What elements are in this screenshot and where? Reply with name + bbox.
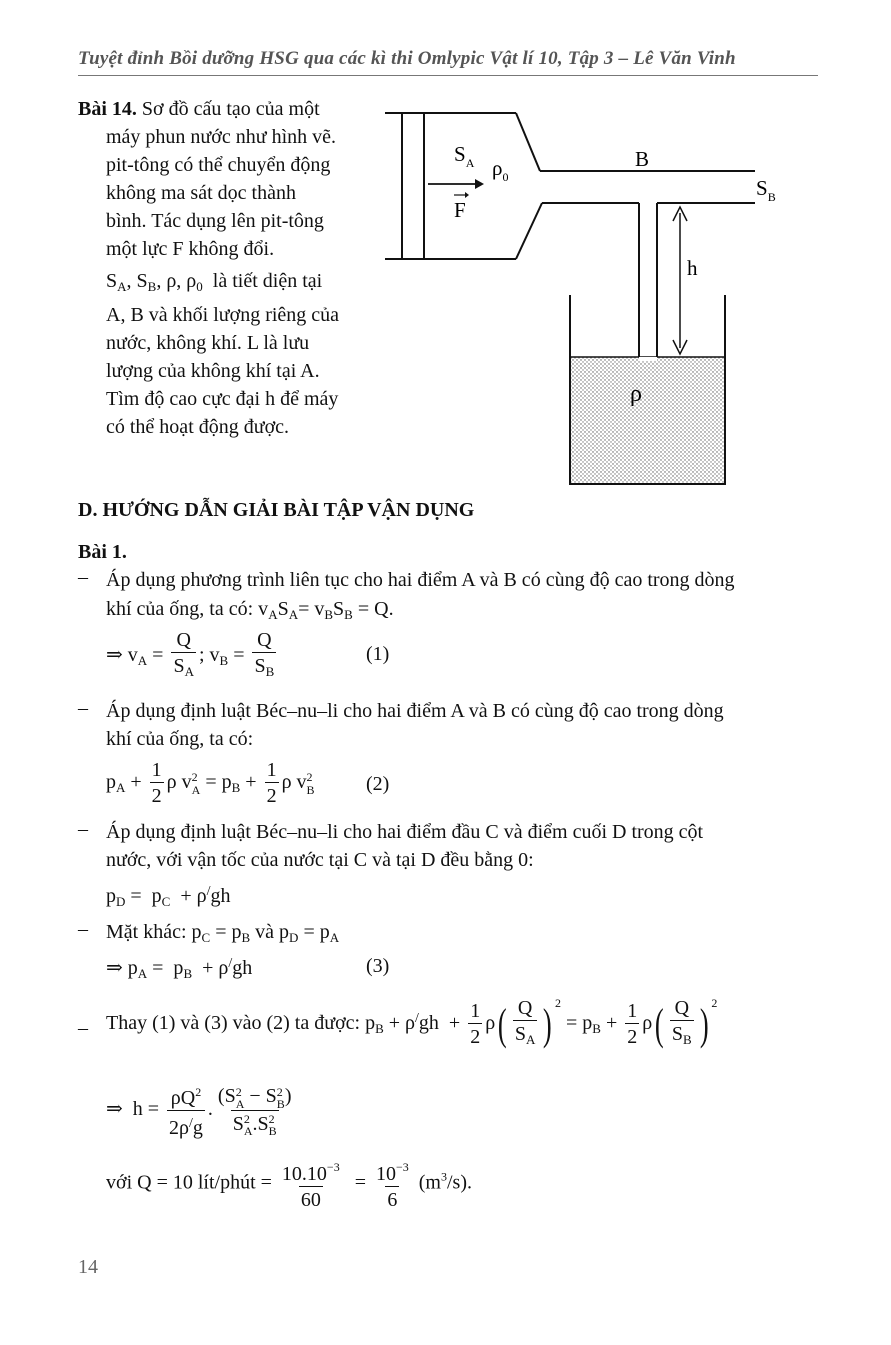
equation-2-number: (2) — [366, 773, 390, 795]
solution-label: Bài 1. — [78, 541, 127, 563]
step3-line2: nước, với vận tốc của nước tại C và tại D đều bằng 0: — [106, 849, 534, 871]
equation-h: ⇒ h = $\frac{\rho Q^2}{2\rho^/g}$ . (S 2 A − S 2 B ) S 2 A .S 2 B — [106, 1084, 292, 1139]
bullet-dash: – — [78, 697, 88, 719]
problem-line: máy phun nước như hình vẽ. — [106, 126, 336, 148]
nozzle-top — [516, 113, 540, 171]
bullet-dash: – — [78, 1017, 88, 1039]
step1-line1: Áp dụng phương trình liên tục cho hai điểm A và B có cùng độ cao trong dòng — [106, 569, 735, 591]
problem-text — [78, 95, 350, 441]
step3-line1: Áp dụng định luật Béc–nu–li cho hai điểm đầu C và điểm cuối D trong cột — [106, 821, 704, 843]
label-F: F — [454, 198, 466, 222]
problem-label: Bài 14. — [78, 98, 137, 120]
label-SB: $S_B$ — [756, 176, 776, 204]
label-h: h — [687, 256, 698, 280]
pipe-gap — [639, 357, 657, 361]
nozzle-bottom — [516, 203, 542, 259]
equation-substitution: Thay (1) và (3) vào (2) ta được: $p_B + \rho^/gh$ + $\frac{1}{2}$ ρ( $\frac{Q}{S_A}$ ) $^2 = p_B$ + $\frac{1}{2}$ ρ( $\frac{Q}{S_B}$ ) $^2$ — [106, 996, 717, 1053]
section-title: D. HƯỚNG DẪN GIẢI BÀI TẬP VẬN DỤNG — [78, 499, 475, 521]
force-arrowhead — [475, 179, 484, 189]
equation-q: với Q = 10 lít/phút = $\frac{10.10^{-3}}{60}$ = $\frac{10^{-3}}{6}$ $(m^3/s)$. — [106, 1160, 472, 1211]
label-F-vector-head — [465, 192, 469, 198]
problem-line: A, B và khối lượng riêng của — [106, 304, 340, 326]
bullet-dash: – — [78, 918, 88, 940]
problem-line: bình. Tác dụng lên pit-tông — [106, 210, 324, 232]
equation-3-number: (3) — [366, 955, 390, 977]
step1-line2: khí của ống, ta có: $v_AS_A= v_BS_B = Q$. — [106, 598, 394, 622]
problem-line: nước, không khí. L là lưu — [106, 332, 310, 354]
problem-line: lượng của không khí tại A. — [106, 360, 320, 382]
sprayer-diagram — [380, 95, 780, 495]
label-rho0: $\rho_0$ — [492, 156, 509, 184]
bullet-dash: – — [78, 566, 88, 588]
label-B: B — [635, 147, 650, 171]
label-SA: $S_A$ — [454, 142, 475, 170]
problem-line: một lực F không đổi. — [106, 238, 275, 260]
running-header: Tuyệt đỉnh Bồi dưỡng HSG qua các kì thi Omlypic Vật lí 10, Tập 3 – Lê Văn Vinh — [78, 48, 736, 69]
equation-1-number: (1) — [366, 643, 390, 665]
step2-line1: Áp dụng định luật Béc–nu–li cho hai điểm A và B có cùng độ cao trong dòng — [106, 700, 724, 722]
problem-line: Sơ đồ cấu tạo của một — [141, 98, 320, 120]
header-rule — [78, 75, 818, 76]
bullet-dash: – — [78, 818, 88, 840]
problem-line: có thể hoạt động được. — [106, 416, 290, 438]
label-rho: ρ — [630, 381, 642, 407]
water-body — [570, 357, 725, 483]
problem-line: pit-tông có thể chuyển động — [106, 154, 331, 176]
equation-pd: $p_D = p_C + \rho^/gh$ — [106, 884, 231, 909]
step2-line2: khí của ống, ta có: — [106, 728, 254, 750]
equation-3: ⇒ $p_A = p_B + \rho^/gh$ — [106, 956, 253, 981]
equation-2: $p_A$ + $\frac{1}{2}$ ρ v 2 A = $p_B$ + $\frac{1}{2}$ ρ v 2 B — [106, 759, 315, 807]
page-number: 14 — [78, 1256, 98, 1278]
step4-line: Mặt khác: $p_C = p_B$ và $p_D = p_A$ — [106, 921, 340, 945]
problem-line: không ma sát dọc thành — [106, 182, 296, 204]
problem-line: Tìm độ cao cực đại h để máy — [106, 388, 339, 410]
equation-1: ⇒ $v_A$ = $\frac{Q}{S_A}$ ; $v_B$ = $\frac{Q}{S_B}$ — [106, 628, 279, 685]
problem-symbols-line: $S_A$, $S_B$, ρ, $\rho_0$ là tiết diện tại — [106, 270, 323, 294]
